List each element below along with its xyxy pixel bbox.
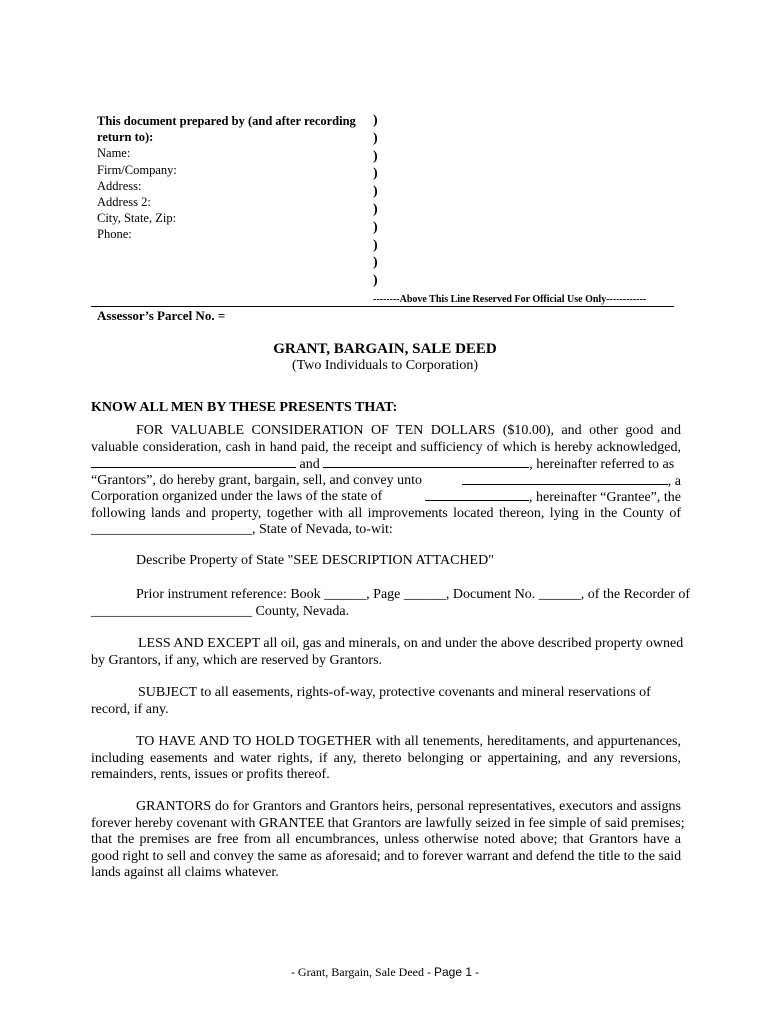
referred-text: , hereinafter referred to as [529, 457, 675, 472]
grantor-1-blank [91, 456, 296, 468]
warranty-paragraph [91, 799, 685, 882]
less-line-2: by Grantors, if any, which are reserved by Grantors. [91, 652, 383, 668]
grantor-2-blank [323, 456, 529, 468]
reserved-divider-line [91, 306, 674, 307]
page-number: Page 1 [434, 965, 473, 979]
prior-line-2: _______________________ County, Nevada. [91, 603, 350, 619]
consideration-line-3 [91, 456, 681, 473]
habendum-line-3: remainders, rents, issues or profits thereof. [91, 767, 330, 782]
warranty-line-3: that the premises are free from all encumbrances, unless otherwise noted above; that Grantors have a [91, 832, 681, 847]
warranty-line-4: good right to sell and convey the same as aforesaid; and to forever warrant and defend the title to the said [91, 848, 682, 864]
subject-line-2: record, if any. [91, 701, 169, 717]
prepared-by-label: This document prepared by (and after recording [97, 114, 356, 128]
habendum-paragraph [91, 734, 681, 784]
grantee-text: , hereinafter “Grantee”, the [529, 490, 681, 505]
less-except-paragraph [91, 636, 684, 669]
consideration-line-4 [91, 473, 681, 490]
and-word: and [296, 457, 324, 472]
convey-text: “Grantors”, do hereby grant, bargain, sell, and convey unto [91, 472, 422, 488]
city-state-zip-field-label: City, State, Zip: [97, 211, 177, 226]
know-all-men-heading: KNOW ALL MEN BY THESE PRESENTS THAT: [91, 400, 398, 415]
document-title: GRANT, BARGAIN, SALE DEED [273, 341, 497, 357]
prior-line-1: Prior instrument reference: Book ______, Page ______, Document No. ______, of the Recorder of [136, 587, 691, 602]
a-word: , a [667, 473, 681, 489]
consideration-line-1: FOR VALUABLE CONSIDERATION OF TEN DOLLARS ($10.00), and other good and [136, 423, 681, 438]
footer-dash: - [475, 965, 480, 979]
consideration-line-6: following lands and property, together with all improvements located thereon, lying in the County of [91, 505, 681, 521]
consideration-line-5 [91, 489, 681, 506]
warranty-line-2: forever hereby covenant with GRANTEE that Grantors are lawfully seized in fee simple of said premises; [91, 815, 685, 831]
habendum-line-2: including easements and water rights, if any, thereto belonging or appertaining, and any reversions, [91, 750, 681, 766]
return-to-label: return to): [97, 130, 154, 145]
address-field-label: Address: [97, 178, 142, 193]
state-law-text: Corporation organized under the laws of the state of [91, 489, 383, 504]
bracket-column: ) ) ) ) ) ) ) ) ) ) [373, 113, 378, 289]
name-field-label: Name: [97, 146, 131, 161]
page-footer [0, 965, 770, 980]
consideration-paragraph [91, 423, 681, 539]
state-blank [425, 489, 529, 501]
address2-field-label: Address 2: [97, 195, 151, 210]
less-line-1: LESS AND EXCEPT all oil, gas and minerals, on and under the above described property owned [138, 636, 684, 651]
phone-field-label: Phone: [97, 227, 132, 242]
habendum-line-1: TO HAVE AND TO HOLD TOGETHER with all tenements, hereditaments, and appurtenances, [136, 734, 681, 749]
subject-to-paragraph [91, 685, 681, 718]
assessor-parcel-label: Assessor’s Parcel No. = [97, 308, 226, 323]
warranty-line-5: lands against all claims whatever. [91, 865, 279, 880]
preparer-block [97, 113, 367, 243]
describe-property-line: Describe Property of State "SEE DESCRIPTION ATTACHED" [136, 553, 494, 568]
footer-document-name: - Grant, Bargain, Sale Deed - [290, 965, 431, 979]
grantee-name-blank [462, 473, 668, 485]
document-subtitle: (Two Individuals to Corporation) [291, 358, 479, 373]
warranty-line-1: GRANTORS do for Grantors and Grantors heirs, personal representatives, executors and assigns [136, 799, 681, 814]
prior-instrument-paragraph [91, 587, 691, 620]
consideration-line-2: valuable consideration, cash in hand paid, the receipt and sufficiency of which is hereby acknowledged, [91, 439, 681, 455]
firm-field-label: Firm/Company: [97, 162, 177, 177]
official-use-notice: --------Above This Line Reserved For Official Use Only------------ [373, 294, 647, 305]
consideration-line-7: _______________________, State of Nevada, to-wit: [91, 522, 393, 537]
subject-line-1: SUBJECT to all easements, rights-of-way, protective covenants and mineral reservations of [138, 685, 651, 700]
